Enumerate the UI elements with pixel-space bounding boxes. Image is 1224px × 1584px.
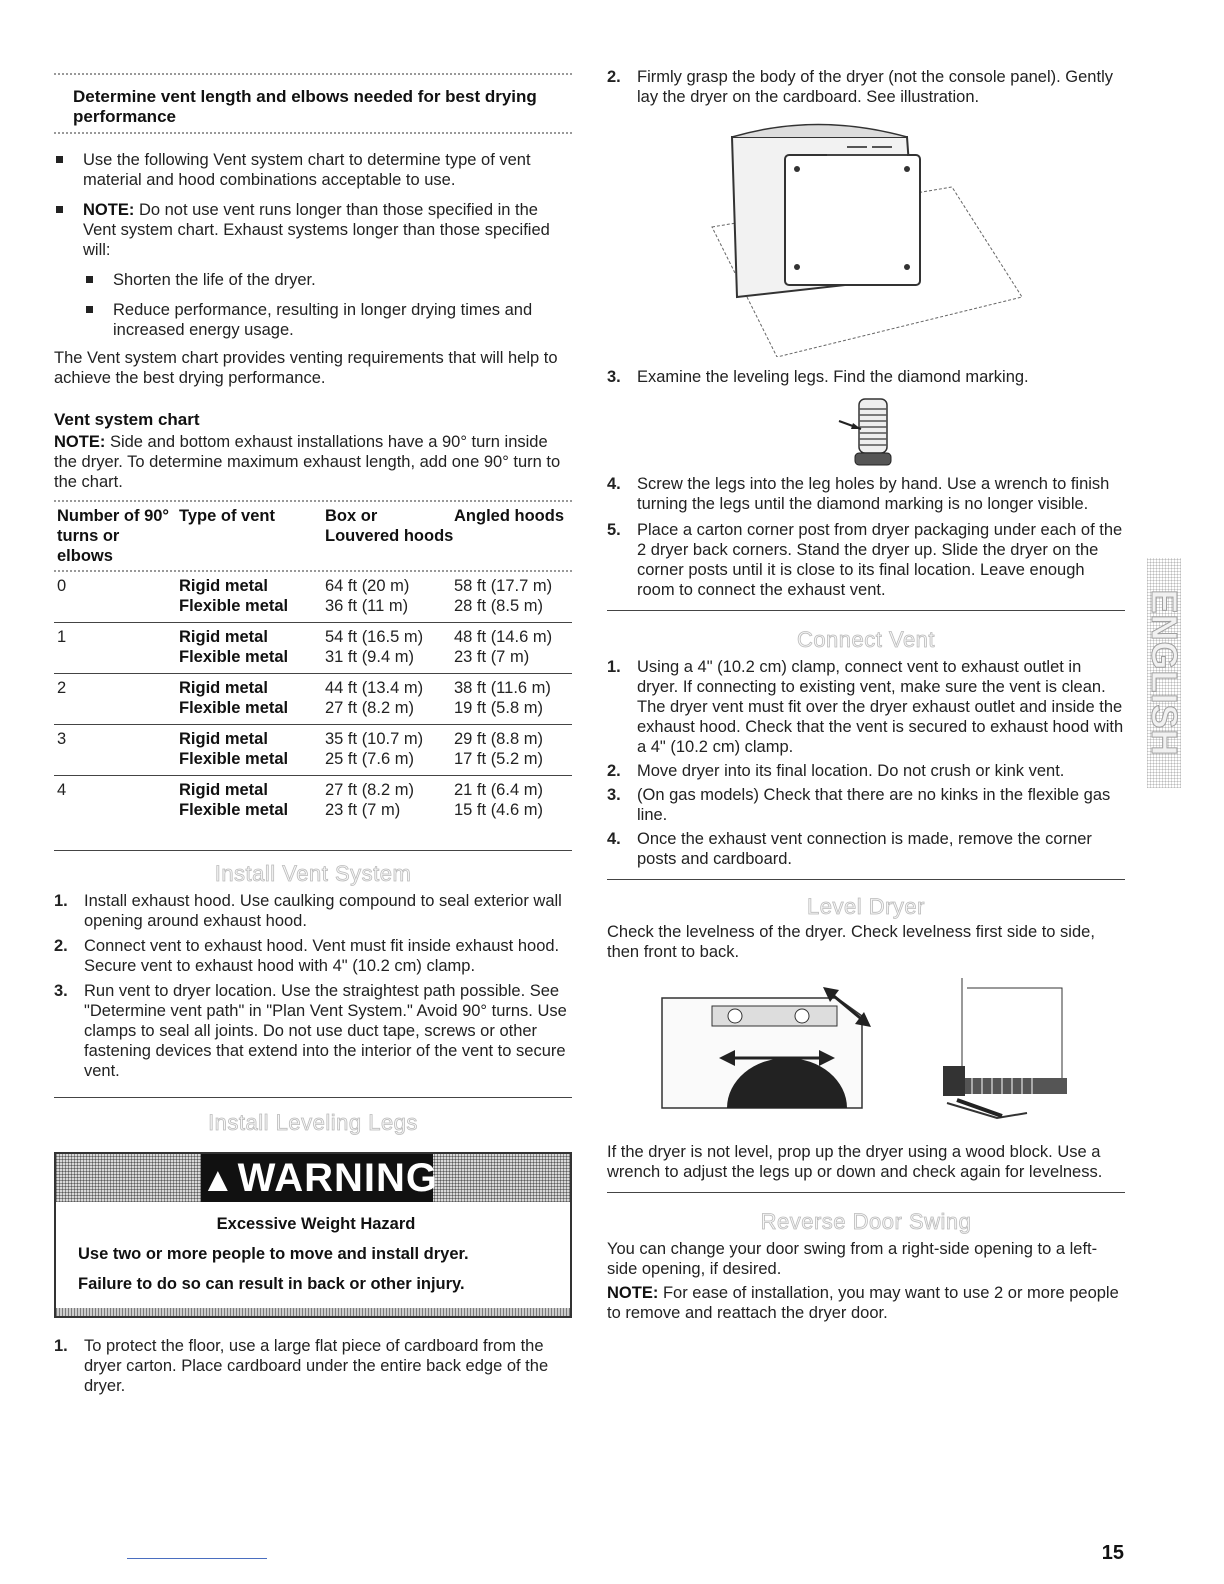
turns-cell: 0 — [54, 572, 179, 623]
table-row — [54, 674, 572, 725]
vent-type-cell: Flexible metal — [179, 699, 289, 717]
legs-step-4: 4. Screw the legs into the leg holes by hand. Use a wrench to finish turning the legs until the diamond marking is no longer visible. — [607, 475, 1110, 513]
legs-step-5: 5. Place a carton corner post from dryer packaging under each of the 2 dryer back corners. Stand the dryer up. Slide the dryer on the corner posts until it is close to its final location. Leave enough room to connect the exhaust vent. — [607, 521, 1123, 599]
step-text: Firmly grasp the body of the dryer (not the console panel). Gently lay the dryer on the cardboard. See illustration. — [637, 68, 1113, 106]
col-header-type: Type of vent — [179, 507, 275, 525]
box-hood-cell: 23 ft (7 m) — [325, 801, 401, 819]
col-header-angled: Angled hoods — [454, 507, 564, 525]
section-divider — [54, 850, 572, 851]
warning-triangle-icon: ▲ — [201, 1161, 236, 1199]
note-text: Side and bottom exhaust installations have a 90° turn inside the dryer. To determine maximum exhaust length, add one 90° turn to the chart. — [54, 433, 561, 491]
warning-footer-pattern — [56, 1308, 570, 1316]
connect-vent-step-1: 1. Using a 4" (10.2 cm) clamp, connect vent to exhaust outlet in dryer. If connecting to existing vent, make sure the vent is clean. The dryer vent must fit over the dryer exhaust outlet and inside the exhaust hood. Check that the vent is secured to exhaust hood with a 4" (10.2 cm) clamp. — [607, 658, 1124, 756]
table-row — [54, 623, 572, 674]
level-dryer-intro: Check the levelness of the dryer. Check levelness first side to side, then front to back. — [607, 923, 1095, 961]
angled-hood-cell: 48 ft (14.6 m) — [454, 628, 553, 646]
angled-hood-cell: 29 ft (8.8 m) — [454, 730, 543, 748]
warning-banner — [56, 1154, 570, 1202]
turns-cell: 1 — [54, 623, 179, 674]
level-dryer-heading: Level Dryer — [807, 894, 925, 919]
angled-hood-cell: 15 ft (4.6 m) — [454, 801, 543, 819]
box-hood-cell: 36 ft (11 m) — [325, 597, 409, 615]
step-text: Once the exhaust vent connection is made, remove the corner posts and cardboard. — [637, 830, 1092, 868]
step-text: Run vent to dryer location. Use the straightest path possible. See "Determine vent path" in "Plan Vent System." Avoid 90° turns. Use clamps to seal all joints. Do not use duct tape, screws or other fastening devices that extend into the interior of the vent to secure vent. — [84, 982, 567, 1080]
angled-hood-cell: 17 ft (5.2 m) — [454, 750, 543, 768]
table-row — [54, 725, 572, 776]
vent-type-cell: Rigid metal — [179, 730, 268, 748]
hazard-title: Excessive Weight Hazard — [216, 1215, 416, 1233]
box-hood-cell: 54 ft (16.5 m) — [325, 628, 424, 646]
sub-bullet-performance: Reduce performance, resulting in longer drying times and increased energy usage. — [84, 300, 572, 340]
col-header-box: Box or Louvered hoods — [325, 507, 454, 545]
angled-hood-cell: 28 ft (8.5 m) — [454, 597, 543, 615]
vent-type-cell: Rigid metal — [179, 679, 268, 697]
warning-label: WARNING — [237, 1156, 438, 1200]
divider — [54, 132, 572, 134]
box-hood-cell: 27 ft (8.2 m) — [325, 699, 414, 717]
vent-chart-closing: The Vent system chart provides venting requirements that will help to achieve the best drying performance. — [54, 349, 558, 387]
footer-line — [127, 1558, 267, 1559]
vent-type-cell: Rigid metal — [179, 628, 268, 646]
section-divider — [607, 879, 1125, 880]
step-text: Using a 4" (10.2 cm) clamp, connect vent to exhaust outlet in dryer. If connecting to existing vent, make sure the vent is clean. The dryer vent must fit over the dryer exhaust outlet and inside the exhaust hood. Check that the vent is secured to exhaust hood with a 4" (10.2 cm) clamp. — [637, 658, 1124, 756]
turns-cell: 4 — [57, 781, 67, 799]
step-text: Screw the legs into the leg holes by hand. Use a wrench to finish turning the legs until the diamond marking is no longer visible. — [637, 475, 1110, 513]
angled-hood-cell: 21 ft (6.4 m) — [454, 781, 543, 799]
step-text: Place a carton corner post from dryer packaging under each of the 2 dryer back corners. Stand the dryer up. Slide the dryer on the corner posts until it is close to its final location. Leave enough room to connect the exhaust vent. — [637, 521, 1123, 599]
side-tab-label: ENGLISH — [1144, 589, 1185, 757]
note-label: NOTE: — [607, 1284, 659, 1302]
box-hood-cell: 35 ft (10.7 m) — [325, 730, 424, 748]
page-number: 15 — [1101, 1542, 1124, 1564]
turns-cell: 3 — [54, 725, 179, 776]
vent-length-heading: Determine vent length and elbows needed for best drying performance — [73, 87, 537, 126]
warning-box — [54, 1152, 572, 1318]
reverse-door-heading: Reverse Door Swing — [760, 1209, 972, 1234]
vent-type-cell: Rigid metal — [179, 781, 268, 799]
step-text: (On gas models) Check that there are no kinks in the flexible gas line. — [637, 786, 1111, 824]
install-vent-step-1: 1. Install exhaust hood. Use caulking compound to seal exterior wall opening around exhaust hood. — [54, 892, 562, 930]
note-label: NOTE: — [54, 433, 106, 451]
vent-system-table — [54, 502, 572, 826]
box-hood-cell: 31 ft (9.4 m) — [325, 648, 414, 666]
warning-line-2: Failure to do so can result in back or other injury. — [78, 1275, 465, 1293]
angled-hood-cell: 19 ft (5.8 m) — [454, 699, 543, 717]
warning-line-1: Use two or more people to move and install dryer. — [78, 1245, 469, 1263]
section-divider — [54, 1097, 572, 1098]
step-text: Move dryer into its final location. Do not crush or kink vent. — [637, 762, 1065, 780]
legs-step-3: 3. Examine the leveling legs. Find the diamond marking. — [607, 368, 1029, 386]
install-vent-step-2: 2. Connect vent to exhaust hood. Vent must fit inside exhaust hood. Secure vent to exhaust hood with 4" (10.2 cm) clamp. — [54, 937, 560, 975]
bullet-note — [54, 200, 572, 260]
level-dryer-outro: If the dryer is not level, prop up the dryer using a wood block. Use a wrench to adjust the legs up or down and check again for levelness. — [607, 1143, 1103, 1181]
box-hood-cell: 64 ft (20 m) — [325, 577, 410, 595]
warning-title — [201, 1154, 438, 1202]
note-text: Do not use vent runs longer than those specified in the Vent system chart. Exhaust systems longer than those specified will: — [83, 201, 550, 259]
connect-vent-step-3: 3. (On gas models) Check that there are no kinks in the flexible gas line. — [607, 786, 1111, 824]
vent-type-cell: Flexible metal — [179, 597, 289, 615]
install-legs-heading: Install Leveling Legs — [208, 1110, 418, 1135]
note-label: NOTE: — [83, 201, 135, 219]
vent-type-cell: Flexible metal — [179, 648, 289, 666]
table-row — [54, 776, 572, 827]
note-text: For ease of installation, you may want to use 2 or more people to remove and reattach the dryer door. — [607, 1284, 1119, 1322]
angled-hood-cell: 58 ft (17.7 m) — [454, 577, 553, 595]
connect-vent-step-2: 2. Move dryer into its final location. Do not crush or kink vent. — [607, 762, 1065, 780]
right-column — [607, 0, 1125, 1323]
reverse-door-note — [607, 1283, 1125, 1323]
vent-type-cell: Flexible metal — [179, 750, 289, 768]
section-divider — [607, 1192, 1125, 1193]
vent-type-cell: Flexible metal — [179, 801, 289, 819]
language-side-tab — [1144, 558, 1185, 788]
connect-vent-heading: Connect Vent — [796, 627, 936, 652]
level-dryer-illustration — [607, 978, 1125, 1128]
col-header-turns: Number of 90° turns or elbows — [57, 507, 170, 565]
table-header-row — [54, 502, 572, 570]
box-hood-cell: 27 ft (8.2 m) — [325, 781, 414, 799]
table-row — [54, 572, 572, 623]
step-text: Install exhaust hood. Use caulking compound to seal exterior wall opening around exhaust hood. — [84, 892, 562, 930]
vent-chart-note — [54, 432, 572, 492]
bullet-vent-chart: Use the following Vent system chart to determine type of vent material and hood combinations acceptable to use. — [54, 150, 572, 190]
install-vent-step-3: 3. Run vent to dryer location. Use the straightest path possible. See "Determine vent path" in "Plan Vent System." Avoid 90° turns. Use clamps to seal all joints. Do not use duct tape, screws or other fastening devices that extend into the interior of the vent to secure vent. — [54, 982, 567, 1080]
left-column — [54, 0, 572, 1396]
angled-hood-cell: 23 ft (7 m) — [454, 648, 530, 666]
dryer-on-cardboard-illustration — [607, 117, 1125, 357]
reverse-door-text: You can change your door swing from a right-side opening to a left-side opening, if desired. — [607, 1240, 1098, 1278]
leveling-leg-icon — [607, 395, 1125, 470]
vent-type-cell: Rigid metal — [179, 577, 268, 595]
step-text: Examine the leveling legs. Find the diamond marking. — [637, 368, 1029, 386]
sub-bullet-life: Shorten the life of the dryer. — [84, 270, 572, 290]
box-hood-cell: 25 ft (7.6 m) — [325, 750, 414, 768]
section-divider — [607, 610, 1125, 611]
install-legs-step-1: 1. To protect the floor, use a large flat piece of cardboard from the dryer carton. Place cardboard under the entire back edge of the dryer. — [54, 1337, 549, 1395]
vent-chart-heading: Vent system chart — [54, 410, 200, 429]
install-vent-heading: Install Vent System — [214, 861, 412, 886]
step-text: To protect the floor, use a large flat piece of cardboard from the dryer carton. Place cardboard under the entire back edge of the dryer. — [84, 1337, 549, 1395]
angled-hood-cell: 38 ft (11.6 m) — [454, 679, 551, 697]
connect-vent-step-4: 4. Once the exhaust vent connection is made, remove the corner posts and cardboard. — [607, 830, 1092, 868]
box-hood-cell: 44 ft (13.4 m) — [325, 679, 424, 697]
legs-step-2: 2. Firmly grasp the body of the dryer (not the console panel). Gently lay the dryer on the cardboard. See illustration. — [607, 68, 1113, 106]
step-text: Connect vent to exhaust hood. Vent must fit inside exhaust hood. Secure vent to exhaust hood with 4" (10.2 cm) clamp. — [84, 937, 560, 975]
turns-cell: 2 — [54, 674, 179, 725]
